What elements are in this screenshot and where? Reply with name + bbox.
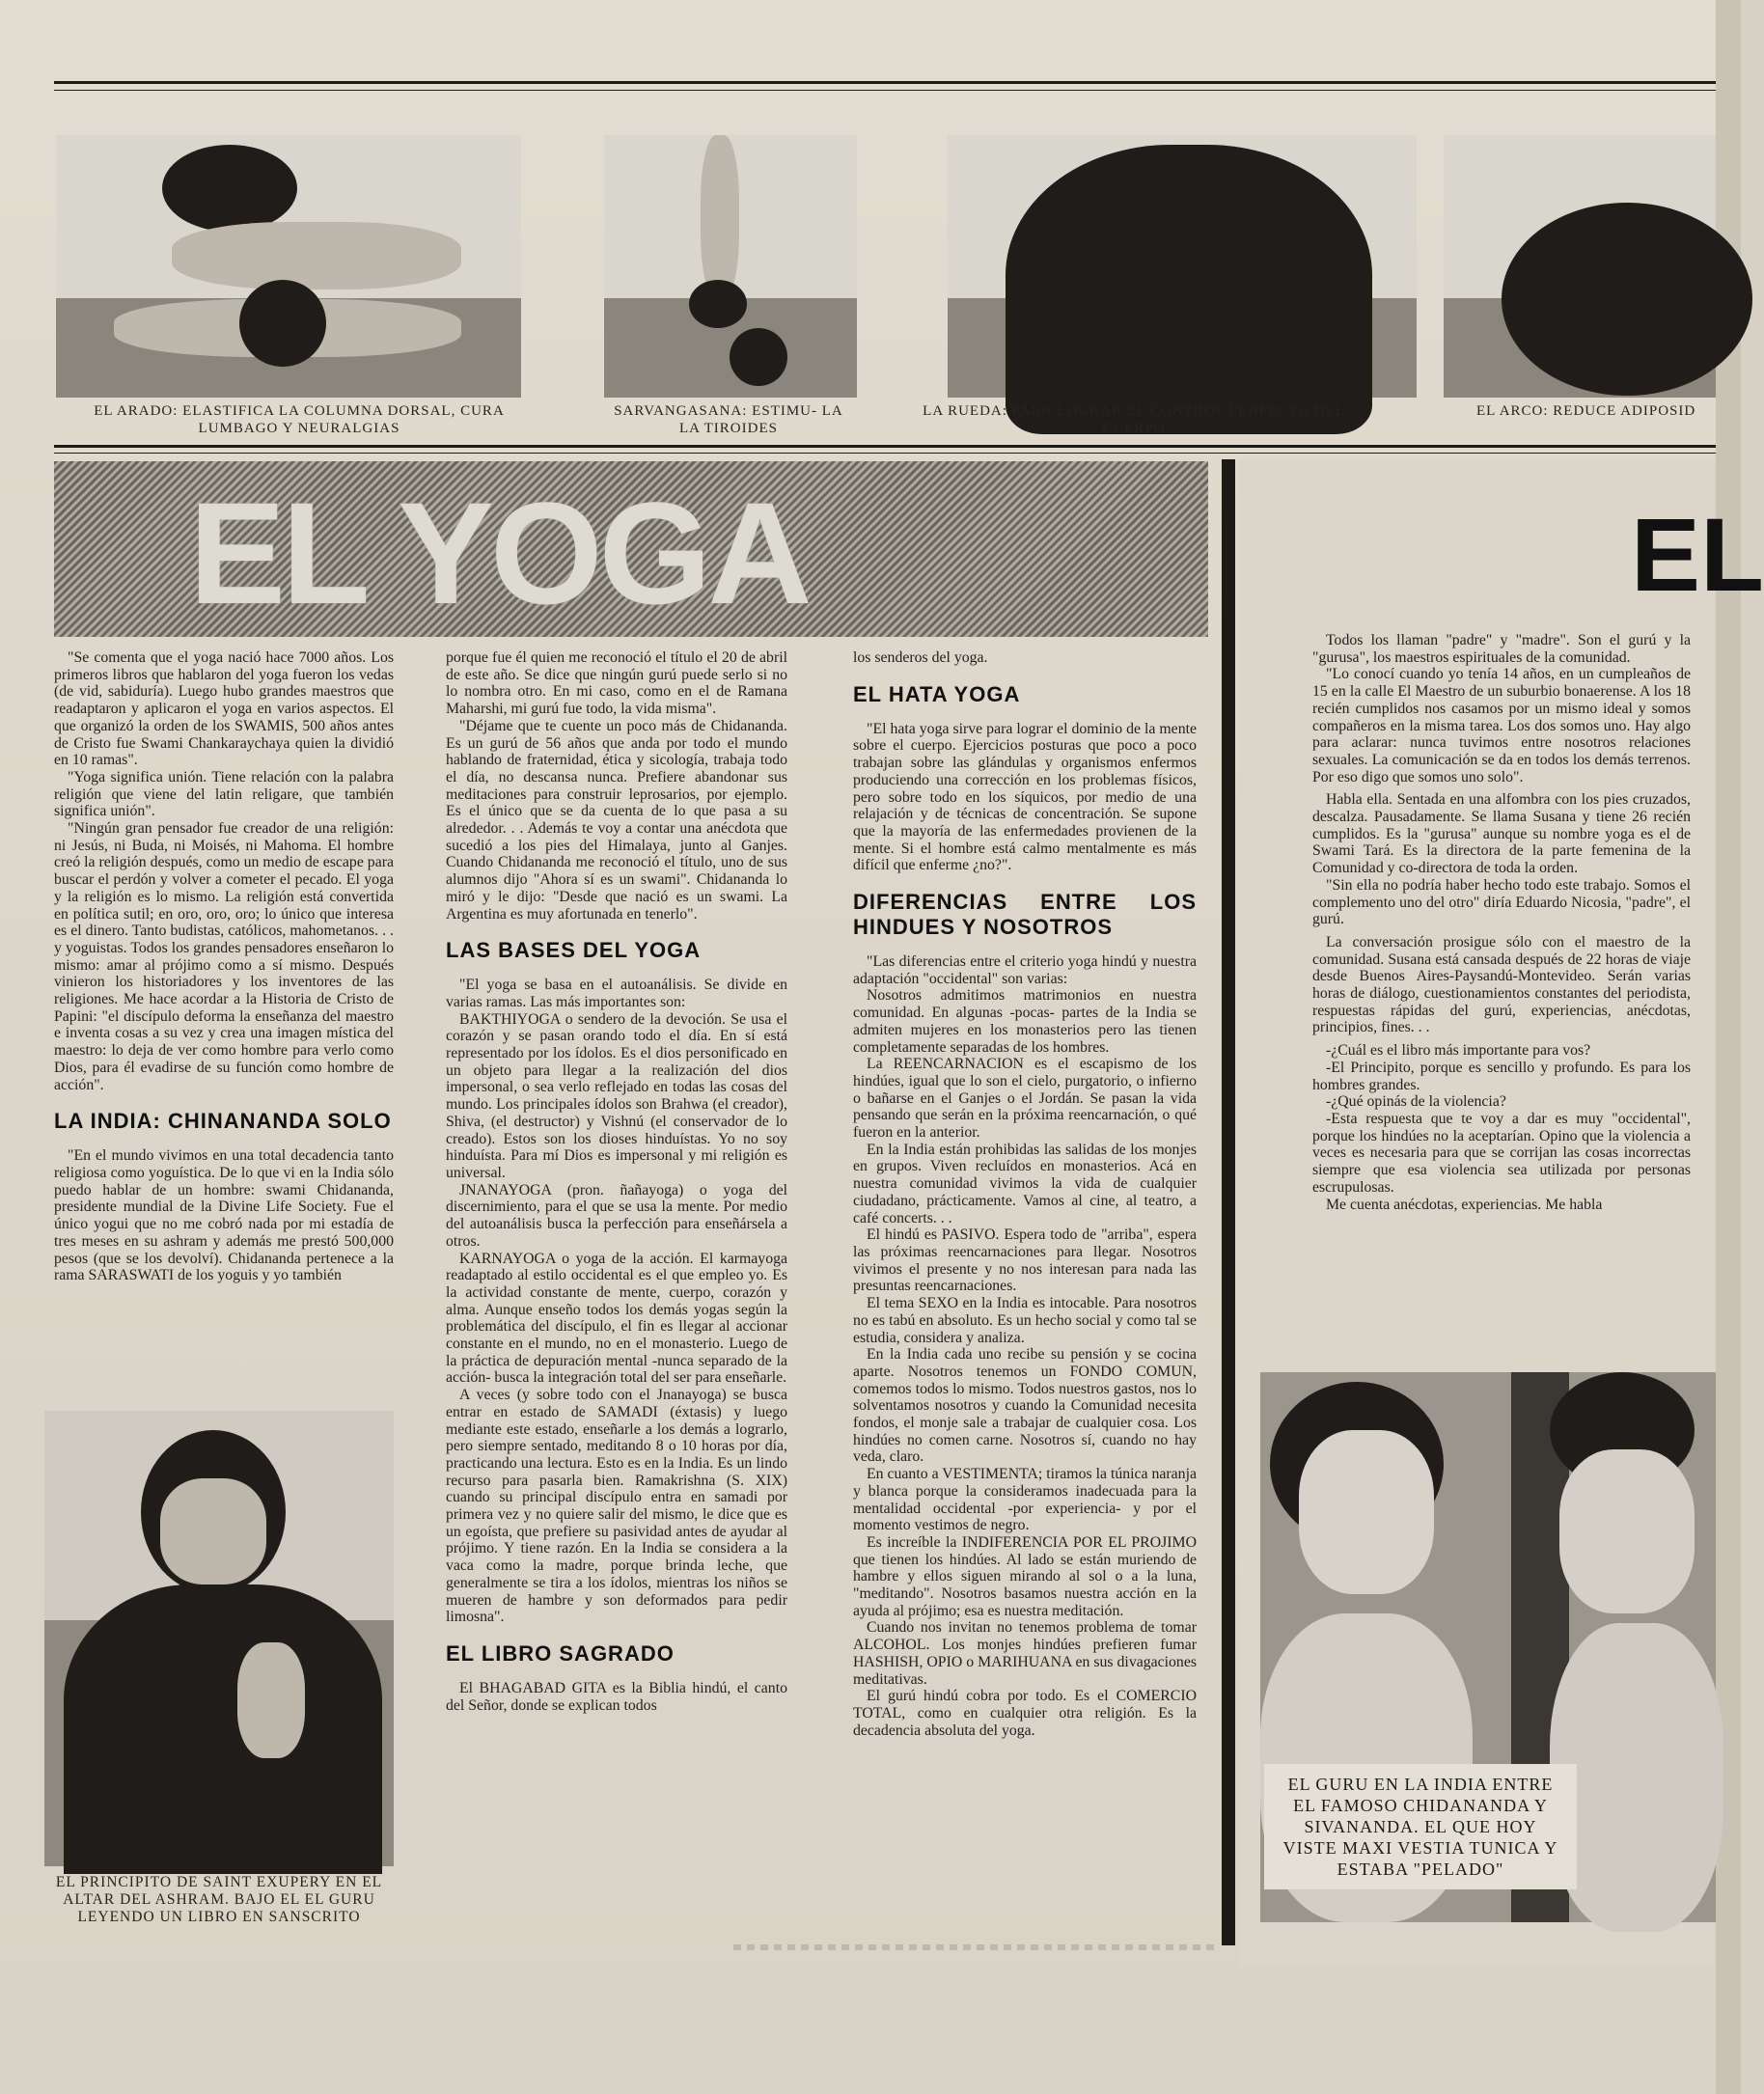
adjacent-article-title: EL <box>1631 496 1764 613</box>
article-column-2 <box>446 649 787 1714</box>
article-column-3 <box>853 649 1197 1739</box>
paragraph: En la India cada uno recibe su pensión y se cocina aparte. Nosotros tenemos un FONDO COMUN, comemos todos lo mismo. Todos nuestros gastos, nos lo solventamos nosotros y cuando la Comunidad necesita fondos, el monje sale a trabajar de cualquier cosa. Los hindúes no comen carne. Nosotros sí, cuando no hay veda, claro. <box>853 1346 1197 1466</box>
title-banner <box>54 461 1208 637</box>
print-bleed-line <box>733 1944 1216 1950</box>
paragraph: La conversación prosigue sólo con el maestro de la comunidad. Susana está cansada después de 22 horas de viaje desde Buenos Aires-Paysandú-Montevideo. Serán varias horas de diálogo, cuestionamientos constantes del periodista, respuestas rápidas del gurú, experiencias, anécdotas, principios, fines. . . <box>1312 933 1691 1036</box>
paragraph: JNANAYOGA (pron. ñañayoga) o yoga del discernimiento, para el que se usa la mente. Por medio del autoanálisis busca la perfección para enseñársela a otros. <box>446 1181 787 1250</box>
section-heading-las-bases: LAS BASES DEL YOGA <box>446 938 702 963</box>
top-rule <box>54 81 1716 84</box>
paragraph: -El Principito, porque es sencillo y profundo. Es para los hombres grandes. <box>1312 1059 1691 1093</box>
paragraph: El tema SEXO en la India es intocable. Para nosotros no es tabú en absoluto. Es un hecho social y como tal se estudia, considera y analiza. <box>853 1295 1197 1346</box>
article-column-1 <box>54 649 394 1284</box>
paragraph: El BHAGABAD GITA es la Biblia hindú, el canto del Señor, donde se explican todos <box>446 1679 787 1714</box>
paragraph: -¿Cuál es el libro más importante para vos? <box>1326 1042 1591 1060</box>
section-heading-libro-sagrado: EL LIBRO SAGRADO <box>446 1640 675 1666</box>
paragraph: En la India están prohibidas las salidas de los monjes en grupos. Viven recluídos en monasterios. Acá en nuestra comunidad vivimos la vida de cualquier ciudadano, prácticamente. Vamos al cine, al teatro, a café concerts. . . <box>853 1141 1197 1226</box>
photo-caption-el-arado: EL ARADO: ELASTIFICA LA COLUMNA DORSAL, CURA LUMBAGO Y NEURALGIAS <box>94 403 505 436</box>
paragraph: -¿Qué opinás de la violencia? <box>1326 1093 1506 1111</box>
adjacent-article-column <box>1312 632 1691 1213</box>
paragraph: KARNAYOGA o yoga de la acción. El karmayoga readaptado al estilo occidental es el que empleo yo. Es la actividad constante de mente, cuerpo, corazón y alma. Aunque enseño todos los demás yogas según la problemática del discípulo, el fin es llegar al accionar constante en el mundo, no en el monasterio. Luego de la práctica de depuración mental -nunca separado de la acción- busca la integración total del ser para enseñarle. <box>446 1250 787 1387</box>
photo-el-arado <box>56 135 521 398</box>
photo-el-arco <box>1444 135 1716 398</box>
paragraph: Es increíble la INDIFERENCIA POR EL PROJIMO que tienen los hindúes. Al lado se están muriendo de hambre y ellos siguen mirando al sol o a la luna, "meditando". Nosotros basamos nuestra acción en la ayuda al prójimo; esa es nuestra meditación. <box>853 1533 1197 1619</box>
section-heading-la-india: LA INDIA: CHINANANDA SOLO <box>54 1109 392 1134</box>
paragraph: "En el mundo vivimos en una total decadencia tanto religiosa como yoguística. De lo que vi en la India sólo puedo hablar de un hombre: swami Chidananda, presidente mundial de la Divine Life Society. Fue el único yogui que no me cobró nada por mi estadía de tres meses en su ashram y además me prestó 500,000 pesos (que se los devolví). Chidananda pertenece a la rama SARASWATI de los yoguis y yo también <box>54 1147 394 1284</box>
paragraph: El gurú hindú cobra por todo. Es el COMERCIO TOTAL, como en cualquier otra religión. Es la decadencia absoluta del yoga. <box>853 1688 1197 1739</box>
photo-guru-reading <box>44 1411 394 1866</box>
paragraph: "Sin ella no podría haber hecho todo este trabajo. Somos el complemento uno del otro" diría Eduardo Nicosia, "padre", el gurú. <box>1312 876 1691 928</box>
paragraph: Habla ella. Sentada en una alfombra con los pies cruzados, descalza. Pausadamente. Se llama Susana y tiene 26 recién cumplidos. Es la "gurusa" aunque su nombre yoga es el de Swami Tará. Es la directora de la parte femenina de la Comunidad y co-directora de toda la orden. <box>1312 791 1691 877</box>
photo-caption-el-arco: EL ARCO: REDUCE ADIPOSID <box>1476 403 1696 419</box>
photo-caption-sarvangasana: SARVANGASANA: ESTIMU- LA LA TIROIDES <box>614 403 843 436</box>
paragraph: "Las diferencias entre el criterio yoga hindú y nuestra adaptación "occidental" son varias: <box>853 953 1197 987</box>
photo-caption-guru-india: EL GURU EN LA INDIA ENTRE EL FAMOSO CHIDANANDA Y SIVANANDA. EL QUE HOY VISTE MAXI VESTIA TUNICA Y ESTABA "PELADO" <box>1264 1764 1577 1889</box>
paragraph: En cuanto a VESTIMENTA; tiramos la túnica naranja y blanca porque la consideramos inadecuada para la mentalidad occidental -por experiencia- y por el momento vestimos de negro. <box>853 1466 1197 1534</box>
paragraph: Nosotros admitimos matrimonios en nuestra comunidad. En algunas -pocas- partes de la India se admiten mujeres en los monasterios pero las tienen completamente separadas de los hombres. <box>853 987 1197 1056</box>
paragraph: Me cuenta anécdotas, experiencias. Me habla <box>1326 1196 1603 1213</box>
paragraph: El hindú es PASIVO. Espera todo de "arriba", espera las próximas reencarnaciones para llegar. Nosotros vivimos el presente y no nos interesan para nada las presuntas reencarnaciones. <box>853 1226 1197 1295</box>
paragraph: porque fue él quien me reconoció el título el 20 de abril de este año. Se dice que ningún gurú puede serlo si no lo nombra otro. En mi caso, como en el de Ramana Maharshi, mi gurú fue todo, la vida misma". <box>446 649 787 718</box>
paragraph: "El yoga se basa en el autoanálisis. Se divide en varias ramas. Las más importantes son: <box>446 977 787 1010</box>
paragraph: BAKTHIYOGA o sendero de la devoción. Se usa el corazón y se pasan orando todo el día. En sí está representado por los ídolos. Es el dios personificado en un objeto para llegar a la realización del dios impersonal, o sea verlo reflejado en todas las cosas del mundo. Los principales ídolos son Brahwa (el creador), Shiva, (el destructor) y Vishnú (el conservador de lo creado). Estos son los dioses hinduístas. Yo no soy hinduísta. Para mí Dios es impersonal y mi religión es universal. <box>446 1010 787 1181</box>
section-heading-diferencias: DIFERENCIAS ENTRE LOS HINDUES Y NOSOTROS <box>853 890 1197 940</box>
top-rule-thin <box>54 90 1716 91</box>
photo-sarvangasana <box>604 135 857 398</box>
photo-la-rueda <box>948 135 1417 398</box>
paragraph: La REENCARNACION es el escapismo de los hindúes, igual que lo son el cielo, purgatorio, o infierno o bañarse en el Ganjes o el Jordán. Se pasan la vida pensando que serán en la próxima reencarnación, o qué fueron en la anterior. <box>853 1056 1197 1142</box>
photo-caption-guru-reading: EL PRINCIPITO DE SAINT EXUPERY EN EL ALTAR DEL ASHRAM. BAJO EL EL GURU LEYENDO UN LIBRO EN SANSCRITO <box>55 1874 383 1925</box>
paragraph: Cuando nos invitan no tenemos problema de tomar ALCOHOL. Los monjes hindúes prefieren fumar HASHISH, OPIO o MARIHUANA en sus divagaciones meditativas. <box>853 1619 1197 1688</box>
photo-caption-la-rueda: LA RUEDA: PARA LOGRAR EL CONTROL PERFECTO DEL CUERPO <box>923 403 1345 436</box>
paragraph: los senderos del yoga. <box>853 649 988 666</box>
paragraph: "Se comenta que el yoga nació hace 7000 años. Los primeros libros que hablaron del yoga fueron los vedas (de vid, sabiduría). Luego hubo grandes maestros que readaptaron y aplicaron el yoga en varios aspectos. El que organizó la orden de los SWAMIS, 500 años antes de Cristo fue Swami Chankaraychaya quien la dividió en 10 ramas". <box>54 649 394 769</box>
paragraph: "Déjame que te cuente un poco más de Chidananda. Es un gurú de 56 años que anda por todo el mundo hablando de fraternidad, ética y sicología, trabaja todo el día, no descansa nunca. Prefiere abandonar sus meditaciones para construir leprosarios, por ejemplo. Es el único que se da cuenta de lo que pasa a su alrededor. . . Además te voy a contar una anécdota que sucedió a los pies del Himalaya, junto al Ganjes. Cuando Chidananda me reconoció el título, uno de sus alumnos dijo "Ahora sí es un swami". Chidananda lo miró y le dijo: "Desde que nació es un swami. La Argentina es muy afortunada en tenerlo". <box>446 717 787 923</box>
paragraph: "Ningún gran pensador fue creador de una religión: ni Jesús, ni Buda, ni Moisés, ni Mahoma. El hombre creó la religión después, como un medio de escape para buscar el perdón y volver a cometer el pecado. El yoga y la religión es lo mismo. La religión está convertida en política sutil; en oro, oro, oro; lo único que interesa es el dinero. Tanto budistas, católicos, mahometanos. . . y yoguistas. Todos los grandes pensadores enseñaron lo mismo: amar al prójimo como a sí mismo. Después vinieron los historiadores y los inventores de las religiones. Me hace acordar a la Historia de Cristo de Papini: "el discípulo deforma la enseñanza del maestro e inventa cosas a su vez y crea una imagen mística del maestro: lo deja de ver como hombre para verlo como Dios, para él evadirse de su función como hombre de acción". <box>54 820 394 1093</box>
paragraph: A veces (y sobre todo con el Jnanayoga) se busca entrar en estado de SAMADI (éxtasis) y luego mediante este estado, enseñarle a los demás a lograrlo, pero siempre sentado, meditando 8 o 10 horas por día, practicando una lectura. Esto es en la India. Es un lindo recurso para pasarla bien. Ramakrishna (S. XIX) cuando su principal discípulo entra en samadi por primera vez y no quiere salir del mismo, le dice que es un egoísta, que prefiere su pasividad antes de ayudar al prójimo. Y tiene razón. En la India se considera a la vaca como la madre, porque brinda leche, que generalmente se tira a los ídolos, mientras los niños se mueren de hambre y son deformados para pedir limosna". <box>446 1387 787 1626</box>
paragraph: "Lo conocí cuando yo tenía 14 años, en un cumpleaños de 15 en la calle El Maestro de un suburbio bonaerense. A los 18 recién cumplidos nos casamos por un mismo ideal y somos compañeros en la misma tarea. Los dos somos uno. Hay algo para aclarar: nunca tuvimos entre nosotros relaciones sexuales. La comunicación se da en todos los demás terrenos. Por eso digo que somos uno solo". <box>1312 666 1691 785</box>
section-rule <box>54 445 1716 448</box>
paragraph: -Esta respuesta que te voy a dar es muy "occidental", porque los hindúes no la aceptarían. Opino que la violencia a veces es necesaria para que se corrijan las cosas incorrectas siempre que esa violencia sea utilizada por personas escrupulosas. <box>1312 1110 1691 1196</box>
paragraph: "Yoga significa unión. Tiene relación con la palabra religión que viene del latin religare, que también significa unión". <box>54 768 394 820</box>
paragraph: Todos los llaman "padre" y "madre". Son el gurú y la "gurusa", los maestros espirituales de la comunidad. <box>1312 632 1691 666</box>
section-heading-hata-yoga: EL HATA YOGA <box>853 681 1021 706</box>
article-title: EL YOGA <box>189 472 809 634</box>
column-divider <box>1222 459 1235 1945</box>
section-rule-thin <box>54 453 1716 454</box>
paragraph: "El hata yoga sirve para lograr el dominio de la mente sobre el cuerpo. Ejercicios posturas que poco a poco trabajan sobre las glándulas y organismos enfermos produciendo una corrección en los problemas físicos, pero sobre todo en los síquicos, por medio de una relajación y de técnicas de concentración. Se supone que la mayoría de las enfermedades provienen de la mente. Si el hombre está calmo mentalmente es más difícil que enferme ¿no?". <box>853 720 1197 874</box>
